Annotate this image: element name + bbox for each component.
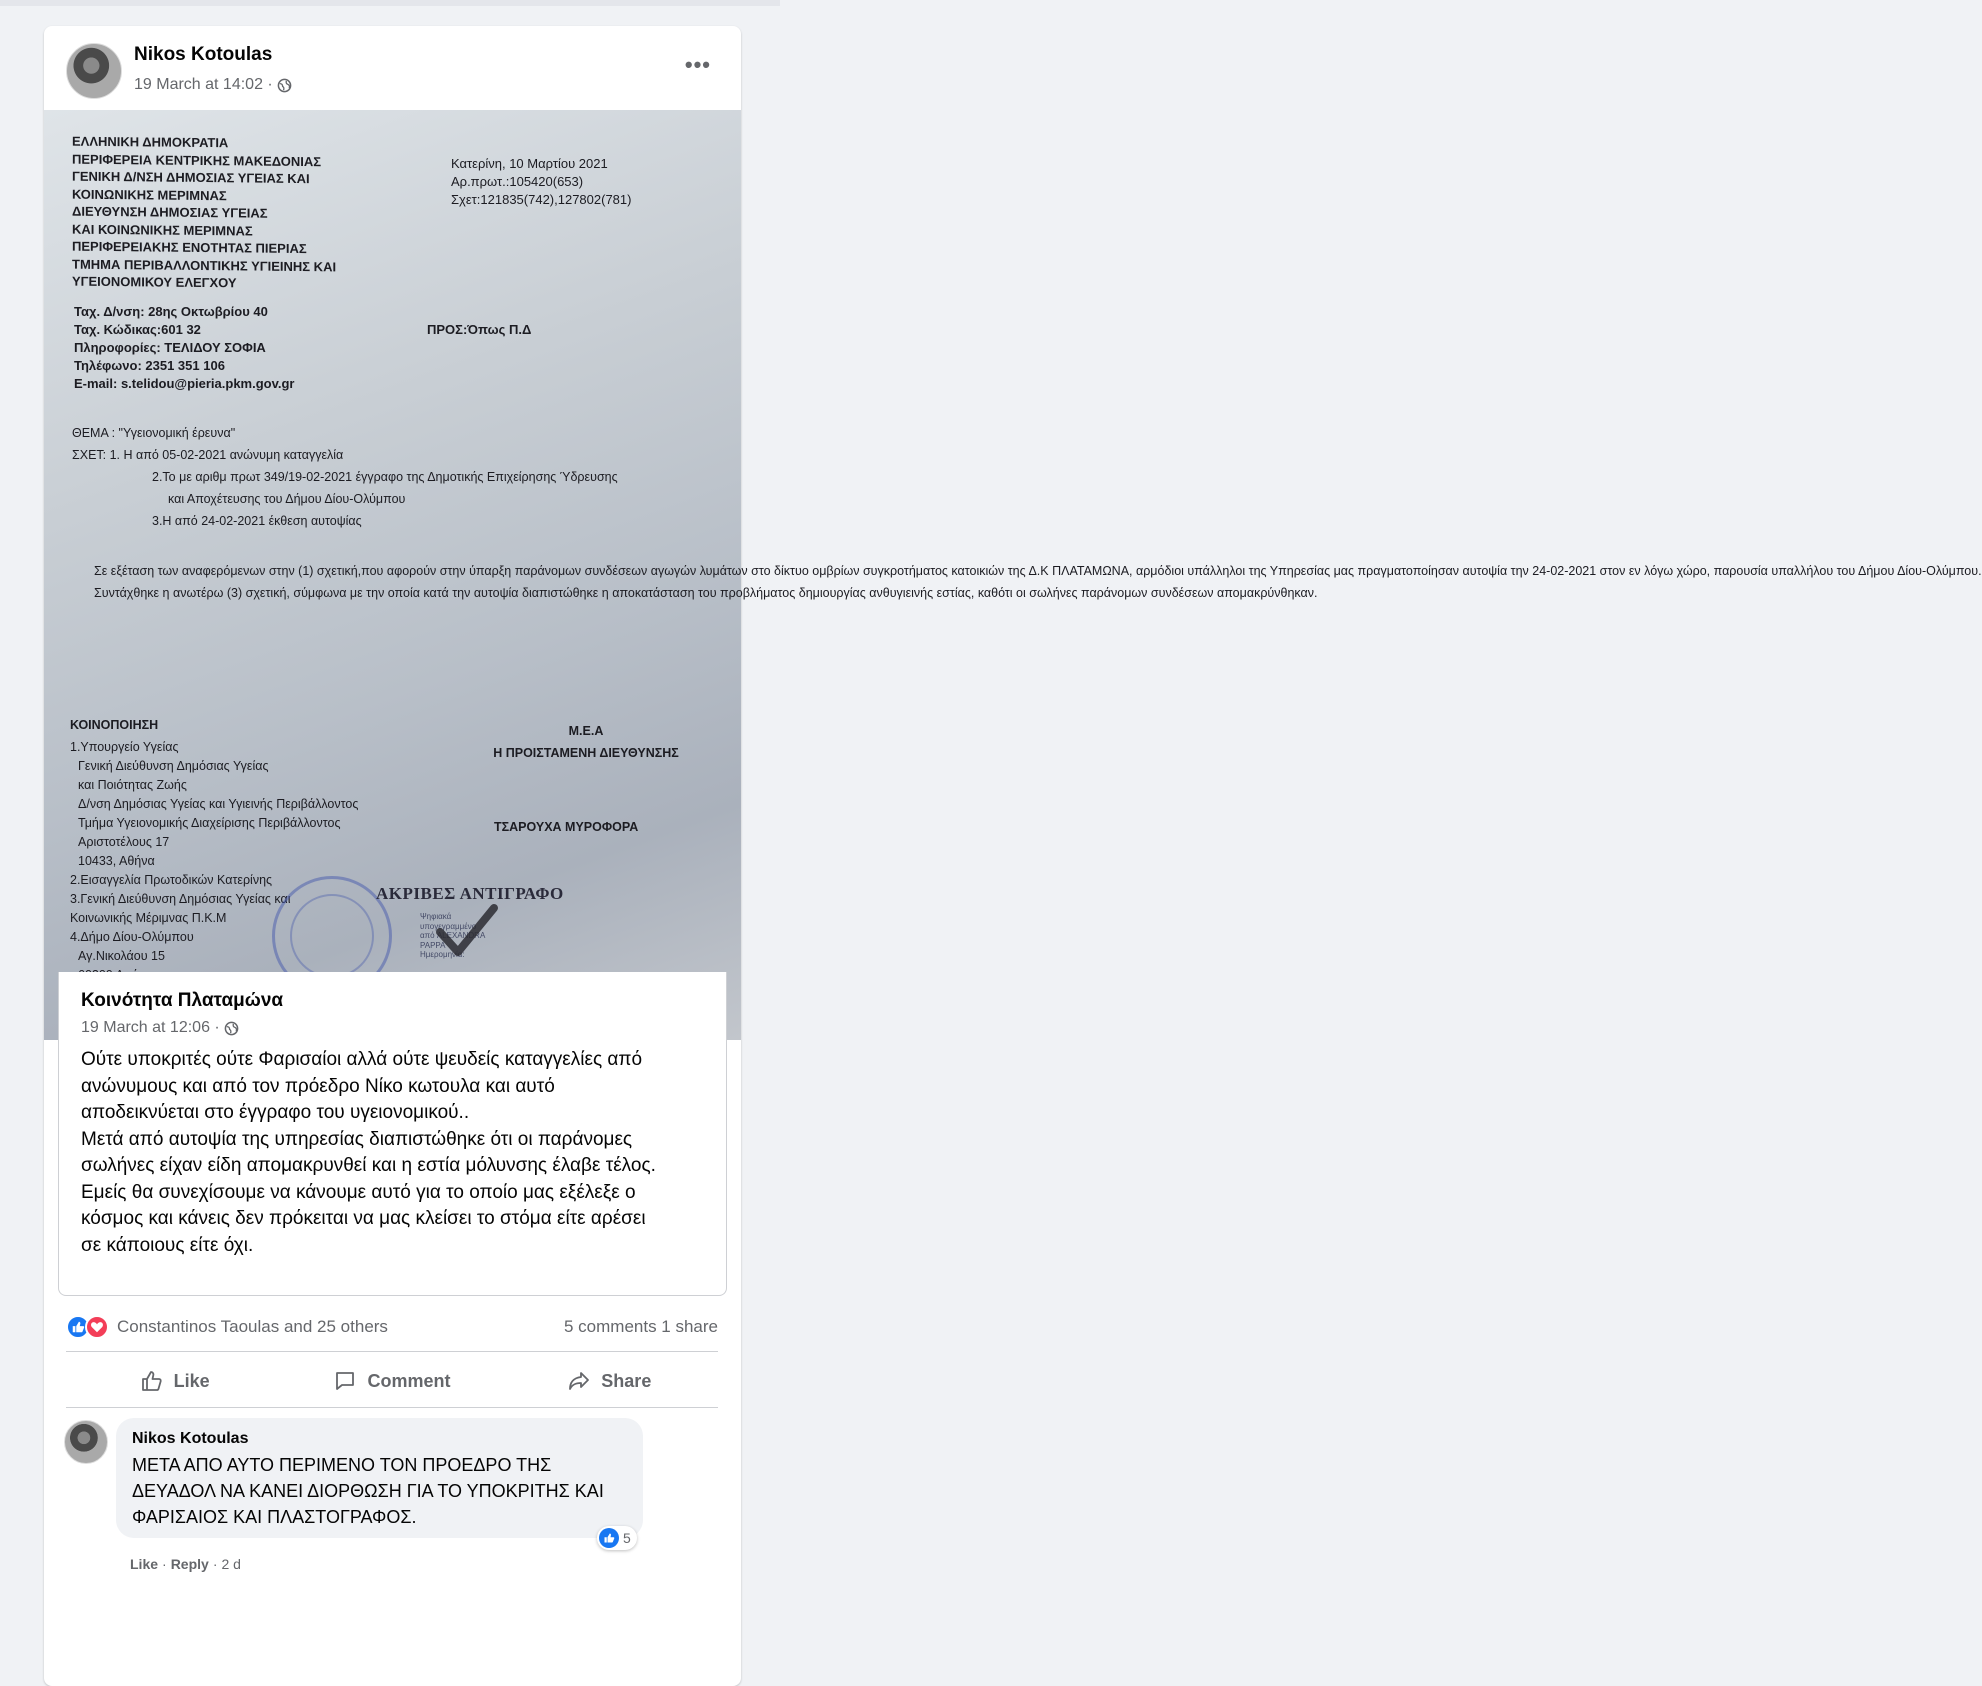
doc-digital-signature-line: υπογεγραμμένο xyxy=(420,921,477,931)
post-author-name[interactable]: Nikos Kotoulas xyxy=(134,44,273,65)
love-reaction-icon[interactable] xyxy=(85,1315,109,1339)
doc-header-line: ΕΛΛΗΝΙΚΗ ΔΗΜΟΚΡΑΤΙΑ xyxy=(72,133,229,151)
comment-reaction-count[interactable] xyxy=(597,1526,637,1550)
doc-header-line: ΚΟΙΝΩΝΙΚΗΣ ΜΕΡΙΜΝΑΣ xyxy=(72,186,227,203)
doc-header-line: ΚΑΙ ΚΟΙΝΩΝΙΚΗΣ ΜΕΡΙΜΝΑΣ xyxy=(72,221,253,239)
doc-header-line: ΥΓΕΙΟΝΟΜΙΚΟΥ ΕΛΕΓΧΟΥ xyxy=(72,273,237,291)
doc-contact-line: E-mail: s.telidou@pieria.pkm.gov.gr xyxy=(74,376,295,391)
doc-date: Κατερίνη, 10 Μαρτίου 2021 xyxy=(451,156,608,171)
shared-post-timestamp[interactable]: 19 March at 12:06 · xyxy=(81,1019,220,1036)
doc-contact-line: Ταχ. Κώδικας:601 32 xyxy=(74,322,201,337)
doc-notification-line: 4.Δήμο Δίου-Ολύμπου xyxy=(70,930,194,944)
doc-header-line: ΔΙΕΥΘΥΝΣΗ ΔΗΜΟΣΙΑΣ ΥΓΕΙΑΣ xyxy=(72,203,268,221)
doc-signature-block xyxy=(471,720,701,764)
comment-author[interactable]: Nikos Kotoulas xyxy=(132,1430,249,1447)
doc-signer: ΤΣΑΡΟΥΧΑ ΜΥΡΟΦΟΡΑ xyxy=(494,820,639,834)
comment-button[interactable] xyxy=(283,1357,500,1405)
doc-notification-line: ΚΟΙΝΟΠΟΙΗΣΗ xyxy=(70,718,159,732)
doc-header xyxy=(72,133,336,293)
doc-certified-copy: ΑΚΡΙΒΕΣ ΑΝΤΙΓΡΑΦΟ xyxy=(376,884,564,903)
doc-ref-info xyxy=(451,155,631,209)
official-stamp-inner xyxy=(290,894,374,978)
share-button[interactable] xyxy=(501,1357,718,1405)
divider xyxy=(66,1407,718,1408)
comment-actions xyxy=(130,1556,241,1572)
doc-notification-line: 2.Εισαγγελία Πρωτοδικών Κατερίνης xyxy=(70,873,273,887)
doc-header-line: ΓΕΝΙΚΗ Δ/ΝΣΗ ΔΗΜΟΣΙΑΣ ΥΓΕΙΑΣ ΚΑΙ xyxy=(72,168,310,187)
shared-post-meta xyxy=(81,1019,239,1037)
doc-protocol: Αρ.πρωτ.:105420(653) xyxy=(451,174,584,189)
comment-bubble xyxy=(116,1418,643,1538)
reaction-names[interactable]: Constantinos Taoulas and 25 others xyxy=(117,1317,388,1336)
comment-text: ΜΕΤΑ ΑΠΟ ΑΥΤΟ ΠΕΡΙΜΕΝΟ ΤΟΝ ΠΡΟΕΔΡΟ ΤΗΣ ΔΕΥΑΔΟΛ ΝΑ ΚΑΝΕΙ ΔΙΟΡΘΩΣΗ ΓΙΑ ΤΟ ΥΠΟΚΡΙΤΗΣ ΚΑΙ ΦΑΡΙΣΑΙΟΣ ΚΑΙ ΠΛΑΣΤΟΓΡΑΦΟΣ. xyxy=(132,1455,604,1527)
doc-subject-line: ΘΕΜΑ : "Υγειονομική έρευνα" xyxy=(72,426,236,440)
post-actions xyxy=(66,1357,718,1405)
like-button[interactable] xyxy=(66,1357,283,1405)
top-bar xyxy=(0,0,780,6)
doc-digital-signature-line: Ψηφιακά xyxy=(420,912,452,921)
doc-notification-line: 3.Γενική Διεύθυνση Δημόσιας Υγείας και xyxy=(70,892,291,906)
shared-post-text: Ούτε υποκριτές ούτε Φαρισαίοι αλλά ούτε ψευδείς καταγγελίες από ανώνυμους και από τον πρόεδρο Νίκο κωτουλα και αυτό αποδεικνύεται στο έγγραφο του υγειονομικού.. Μετά από αυτοψία της υπηρεσίας διαπιστώθηκε ότι οι παράνομες σωλήνες είχαν είδη απομακρυνθεί και η εστία μόλυνσης έλαβε τέλος. Εμείς θα συνεχίσουμε να κάνουμε αυτό για το οποίο μας εξέλεξε ο κόσμος και κάνεις δεν πρόκειται να μας κλείσει το στόμα είτε αρέσει σε κάποιους είτε όχι. xyxy=(81,1049,656,1256)
doc-contact-line: Ταχ. Δ/νση: 28ης Οκτωβρίου 40 xyxy=(74,304,268,319)
doc-header-line: ΠΕΡΙΦΕΡΕΙΑ ΚΕΝΤΡΙΚΗΣ ΜΑΚΕΔΟΝΙΑΣ xyxy=(72,151,322,169)
doc-notification-line: Δ/νση Δημόσιας Υγείας και Υγιεινής Περιβάλλοντος xyxy=(78,797,359,811)
doc-paragraph: Συντάχθηκε η ανωτέρω (3) σχετική, σύμφωνα με την οποία κατά την αυτοψία διαπιστώθηκε η αποκατάσταση του προβλήματος δημιουργίας ανθυγιεινής εστίας, καθότι οι σωλήνες παράνομων συνδέσεων απομακρύνθηκαν. xyxy=(94,586,1318,600)
doc-related: Σχετ:121835(742),127802(781) xyxy=(451,192,632,207)
separator: · xyxy=(162,1556,167,1572)
divider xyxy=(66,1351,718,1352)
author-avatar[interactable] xyxy=(66,43,122,99)
doc-notification-line: 10433, Αθήνα xyxy=(78,854,155,868)
reactions-bar xyxy=(66,1314,718,1340)
comment-reaction-number: 5 xyxy=(623,1530,631,1546)
doc-notification-line: Τμήμα Υγειονομικής Διαχείρισης Περιβάλλοντος xyxy=(78,816,341,830)
doc-subject xyxy=(72,422,618,532)
doc-notification-line: Αγ.Νικολάου 15 xyxy=(78,949,165,963)
doc-contact-line: Τηλέφωνο: 2351 351 106 xyxy=(74,358,225,373)
doc-header-line: ΤΜΗΜΑ ΠΕΡΙΒΑΛΛΟΝΤΙΚΗΣ ΥΓΙΕΙΝΗΣ ΚΑΙ xyxy=(72,256,337,274)
more-options-button[interactable]: ••• xyxy=(684,52,711,77)
like-reaction-icon xyxy=(599,1528,619,1548)
post-header xyxy=(44,26,741,110)
shared-post-author[interactable]: Κοινότητα Πλαταμώνα xyxy=(81,990,284,1011)
doc-body xyxy=(72,563,1982,601)
doc-notification-line: και Ποιότητας Ζωής xyxy=(78,778,187,792)
comment-label: Comment xyxy=(367,1370,451,1391)
doc-digital-signature-line: PAPPA xyxy=(420,940,446,950)
doc-notification-line: Αριστοτέλους 17 xyxy=(78,835,170,849)
doc-subject-line: 3.Η από 24-02-2021 έκθεση αυτοψίας xyxy=(152,514,362,528)
doc-digital-signature-line: Ημερομηνία: xyxy=(420,950,465,959)
post-meta xyxy=(134,76,292,94)
thumbs-up-icon xyxy=(140,1369,164,1393)
doc-paragraph: Σε εξέταση των αναφερόμενων στην (1) σχετική,που αφορούν στην ύπαρξη παράνομων συνδέσεων αγωγών λυμάτων στο δίκτυο ομβρίων συγκροτήματος κατοικιών της Δ.Κ ΠΛΑΤΑΜΩΝΑ, αρμόδιοι υπάλληλοι της Υπηρεσίας μας πραγματοποίησαν αυτοψία την 24-02-2021 στον εν λόγω χώρο, παρουσία υπαλλήλου του Δήμου Δίου-Ολύμπου. xyxy=(94,564,1982,578)
doc-director-title: Η ΠΡΟΙΣΤΑΜΕΝΗ ΔΙΕΥΘΥΝΣΗΣ xyxy=(493,746,679,760)
doc-contact-line: Πληροφορίες: ΤΕΛΙΔΟΥ ΣΟΦΙΑ xyxy=(74,340,266,355)
comment-reply-link[interactable]: Reply xyxy=(170,1556,209,1572)
globe-icon xyxy=(277,78,292,93)
doc-subject-line: 2.Το με αριθμ πρωτ 349/19-02-2021 έγγραφο της Δημοτικής Επιχείρησης Ύδρευσης xyxy=(152,470,618,484)
share-icon xyxy=(567,1369,591,1393)
comments-shares-count[interactable]: 5 comments 1 share xyxy=(563,1317,718,1336)
share-label: Share xyxy=(601,1370,652,1391)
doc-mea: Μ.Ε.Α xyxy=(568,724,604,738)
doc-subject-line: ΣΧΕΤ: 1. Η από 05-02-2021 ανώνυμη καταγγελία xyxy=(72,448,344,462)
doc-subject-line: και Αποχέτευσης του Δήμου Δίου-Ολύμπου xyxy=(168,492,406,506)
comment-age[interactable]: 2 d xyxy=(221,1556,241,1572)
doc-contact xyxy=(74,303,294,393)
like-label: Like xyxy=(173,1370,210,1391)
comment-like-link[interactable]: Like xyxy=(130,1556,159,1572)
doc-notification-line: Κοινωνικής Μέριμνας Π.Κ.Μ xyxy=(70,911,227,925)
globe-icon xyxy=(224,1021,239,1036)
doc-recipient: ΠΡΟΣ:Όπως Π.Δ xyxy=(427,322,532,337)
shared-post[interactable] xyxy=(58,972,727,1296)
comment-icon xyxy=(333,1369,357,1393)
doc-header-line: ΠΕΡΙΦΕΡΕΙΑΚΗΣ ΕΝΟΤΗΤΑΣ ΠΙΕΡΙΑΣ xyxy=(72,238,307,257)
separator: · xyxy=(212,1556,218,1572)
document-image[interactable] xyxy=(44,110,1982,1040)
doc-notification-line: Γενική Διεύθυνση Δημόσιας Υγείας xyxy=(78,759,269,773)
post-timestamp[interactable]: 19 March at 14:02 · xyxy=(134,76,273,93)
signature-check-mark xyxy=(432,902,502,962)
post-card xyxy=(44,26,1982,1686)
doc-notification-line: 1.Υπουργείο Υγείας xyxy=(70,740,179,754)
doc-digital-signature-line: από ALEXANDRA xyxy=(420,931,486,940)
commenter-avatar[interactable] xyxy=(64,1420,108,1464)
